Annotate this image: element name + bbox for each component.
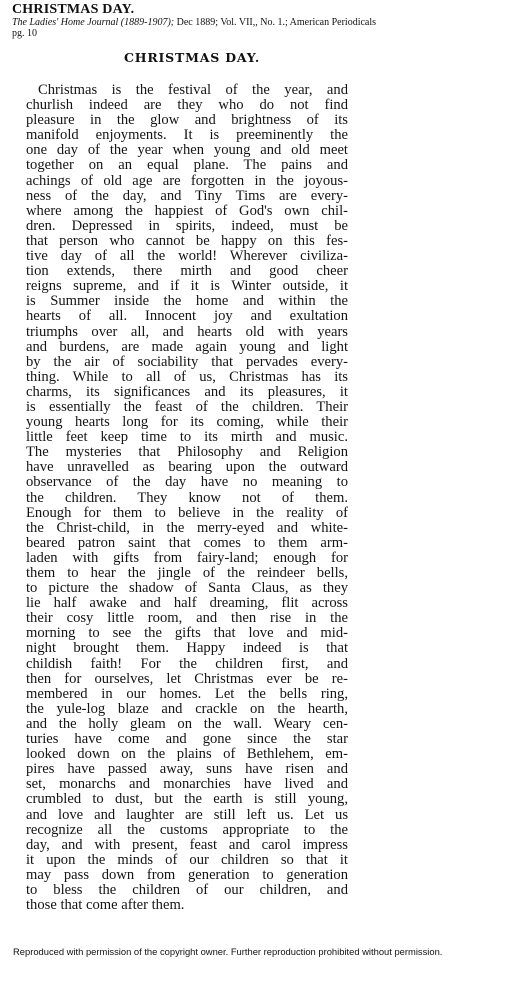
article-line: where among the happiest of God's own chil- [26, 202, 348, 219]
article-line: night brought them. Happy indeed is that [26, 640, 348, 657]
article-line: one day of the year when young and old meet [26, 142, 348, 159]
article-line: churlish indeed are they who do not find [26, 97, 348, 114]
citation-details: Dec 1889; Vol. VII,, No. 1.; American Periodicals [174, 17, 377, 28]
article-line: charms, its significances and its pleasures, it [26, 383, 348, 400]
article-line: little feet keep time to its mirth and music. [26, 429, 348, 446]
article-line: and burdens, are made again young and light [26, 338, 348, 355]
article-line: Christmas is the festival of the year, and [38, 82, 348, 98]
article-line: by the air of sociability that pervades every- [26, 353, 348, 370]
article-line: and the holly gleam on the wall. Weary cen- [26, 715, 348, 732]
article-line: laden with gifts from fairy-land; enough for [26, 549, 348, 566]
article-line: looked down on the plains of Bethlehem, em- [26, 746, 348, 763]
article-line: The mysteries that Philosophy and Religion [26, 444, 348, 461]
article-line: childish faith! For the children first, and [26, 655, 348, 672]
article-line: that person who cannot be happy on this fes- [26, 232, 348, 249]
article-line: morning to see the gifts that love and mid- [26, 625, 348, 642]
article-line: thing. While to all of us, Christmas has its [26, 368, 348, 385]
article-title: CHRISTMAS DAY. [123, 50, 261, 65]
article-line: achings of old age are forgotten in the joyous- [26, 172, 348, 189]
article-line: then for ourselves, let Christmas ever be re- [26, 670, 348, 687]
article-line: recognize all the customs appropriate to the [26, 821, 348, 838]
article-line: have unravelled as bearing upon the outward [26, 459, 348, 476]
article-line: the children. They know not of them. [26, 489, 348, 506]
article-line: observance of the day have no meaning to [26, 474, 348, 491]
article-body [26, 83, 348, 913]
article-line: set, monarchs and monarchies have lived and [26, 776, 348, 793]
copyright-notice: Reproduced with permission of the copyright owner. Further reproduction prohibited without permission. [13, 946, 443, 957]
article-line: those that come after them. [26, 897, 185, 914]
article-line: hearts of all. Innocent joy and exultation [26, 308, 348, 325]
article-line: beared patron saint that comes to them arm- [26, 534, 348, 551]
citation-line [12, 17, 512, 28]
article-line: Enough for them to believe in the reality of [26, 504, 348, 521]
article-line: dren. Depressed in spirits, indeed, must be [26, 217, 348, 234]
article-line: the Christ-child, in the merry-eyed and white- [26, 519, 348, 536]
article-line: pleasure in the glow and brightness of its [26, 112, 348, 129]
article-line: triumphs over all, and hearts old with years [26, 323, 348, 340]
citation-header [12, 2, 512, 39]
article-line: the yule-log blaze and crackle on the hearth, [26, 700, 348, 717]
article-line: membered in our homes. Let the bells ring, [26, 685, 348, 702]
article-line: them to hear the jingle of the reindeer bells, [26, 565, 348, 581]
journal-name: The Ladies' Home Journal (1889-1907); [12, 17, 175, 28]
article-line: is essentially the feast of the children. Their [26, 398, 348, 415]
article-scan [26, 42, 348, 926]
article-line: is Summer inside the home and within the [26, 293, 348, 310]
article-line: it upon the minds of our children so that it [26, 851, 348, 868]
article-line: pires have passed away, suns have risen and [26, 761, 348, 778]
page-number: pg. 10 [12, 28, 37, 39]
article-line: day, and with present, feast and carol impress [26, 836, 348, 853]
article-line: ness of the day, and Tiny Tims are every- [26, 187, 348, 204]
article-line: their cosy little room, and then rise in the [26, 610, 348, 627]
article-line: turies have come and gone since the star [26, 731, 348, 748]
article-line: reigns supreme, and if it is Winter outside, it [26, 278, 348, 295]
article-line: may pass down from generation to generation [26, 866, 348, 883]
article-line: to bless the children of our children, and [26, 881, 348, 898]
article-line: crumbled to dust, but the earth is still young, [26, 791, 348, 808]
article-line: tive day of all the world! Wherever civiliza- [26, 248, 348, 265]
article-line: young hearts long for its coming, while their [26, 414, 348, 431]
article-line: manifold enjoyments. It is preeminently the [26, 127, 348, 144]
article-line: tion extends, there mirth and good cheer [26, 263, 348, 280]
document-title: CHRISTMAS DAY. [12, 2, 135, 17]
article-line: lie half awake and half dreaming, flit across [26, 595, 348, 612]
article-line: to picture the shadow of Santa Claus, as they [26, 580, 348, 597]
article-line: together on an equal plane. The pains and [26, 157, 348, 174]
article-line: and love and laughter are still left us. Let us [26, 806, 348, 823]
